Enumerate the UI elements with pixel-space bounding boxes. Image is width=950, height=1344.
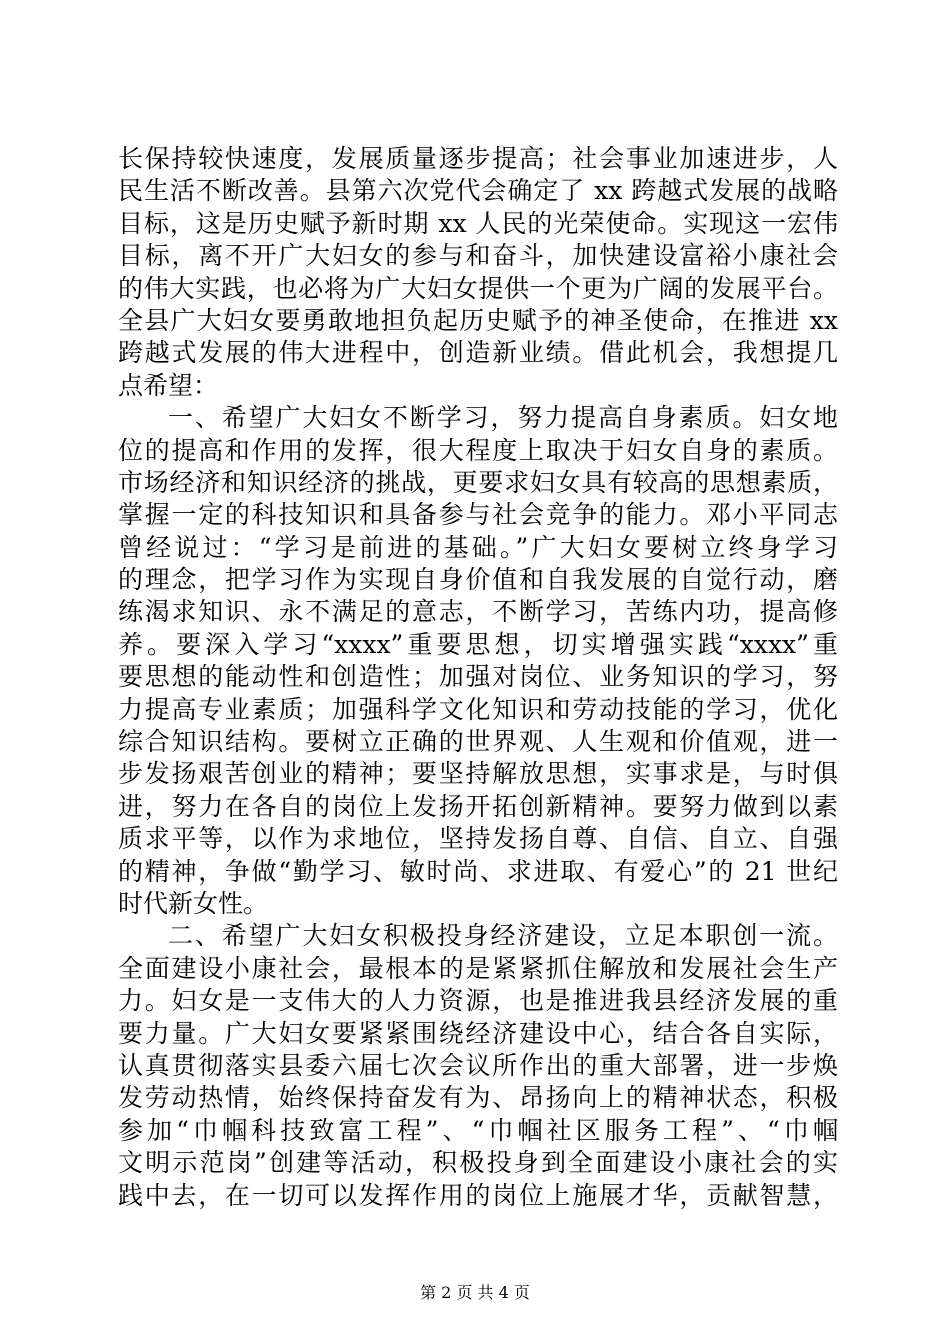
text-line: 掌握一定的科技知识和具备参与社会竞争的能力。邓小平同志 xyxy=(118,500,838,530)
text-line: 目标，离不开广大妇女的参与和奋斗，加快建设富裕小康社会 xyxy=(118,241,838,271)
text-line: 发劳动热情，始终保持奋发有为、昂扬向上的精神状态，积极 xyxy=(118,1083,838,1113)
paragraph-first-line: 二、希望广大妇女积极投身经济建设，立足本职创一流。 xyxy=(168,921,838,951)
text-line: 养。要深入学习“xxxx”重要思想，切实增强实践“xxxx”重 xyxy=(118,629,838,659)
text-line: 的理念，把学习作为实现自身价值和自我发展的自觉行动，磨 xyxy=(118,565,838,595)
text-line: 文明示范岗”创建等活动，积极投身到全面建设小康社会的实 xyxy=(118,1148,838,1178)
text-line: 市场经济和知识经济的挑战，更要求妇女具有较高的思想素质， xyxy=(118,467,838,497)
text-line: 参加“巾帼科技致富工程”、“巾帼社区服务工程”、“巾帼 xyxy=(118,1115,838,1145)
paragraph-first-line: 一、希望广大妇女不断学习，努力提高自身素质。妇女地 xyxy=(168,403,838,433)
text-line: 时代新女性。 xyxy=(118,888,269,918)
text-line: 的伟大实践，也必将为广大妇女提供一个更为广阔的发展平台。 xyxy=(118,273,838,303)
text-line: 练渴求知识、永不满足的意志，不断学习，苦练内功，提高修 xyxy=(118,597,838,627)
text-line: 力提高专业素质；加强科学文化知识和劳动技能的学习，优化 xyxy=(118,694,838,724)
text-line: 目标，这是历史赋予新时期 xx 人民的光荣使命。实现这一宏伟 xyxy=(118,208,838,238)
text-line: 综合知识结构。要树立正确的世界观、人生观和价值观，进一 xyxy=(118,727,838,757)
text-line: 长保持较快速度，发展质量逐步提高；社会事业加速进步，人 xyxy=(118,144,838,173)
text-line: 民生活不断改善。县第六次党代会确定了 xx 跨越式发展的战略 xyxy=(118,176,838,206)
document-body xyxy=(118,143,838,1212)
text-line: 步发扬艰苦创业的精神；要坚持解放思想，实事求是，与时俱 xyxy=(118,759,838,789)
text-line: 认真贯彻落实县委六届七次会议所作出的重大部署，进一步焕 xyxy=(118,1050,838,1080)
page-number-footer: 第 2 页 共 4 页 xyxy=(420,1283,530,1302)
text-line: 点希望： xyxy=(118,370,219,400)
text-line: 质求平等，以作为求地位，坚持发扬自尊、自信、自立、自强 xyxy=(118,824,838,854)
text-line: 位的提高和作用的发挥，很大程度上取决于妇女自身的素质。 xyxy=(118,435,838,465)
text-line: 曾经说过：“学习是前进的基础。”广大妇女要树立终身学习 xyxy=(118,532,838,562)
text-line: 全面建设小康社会，最根本的是紧紧抓住解放和发展社会生产 xyxy=(118,953,838,983)
text-line: 的精神，争做“勤学习、敏时尚、求进取、有爱心”的 21 世纪 xyxy=(118,856,838,886)
text-line: 力。妇女是一支伟大的人力资源，也是推进我县经济发展的重 xyxy=(118,986,838,1016)
text-line: 全县广大妇女要勇敢地担负起历史赋予的神圣使命，在推进 xx xyxy=(118,305,838,335)
text-line: 进，努力在各自的岗位上发扬开拓创新精神。要努力做到以素 xyxy=(118,791,838,821)
text-line: 践中去，在一切可以发挥作用的岗位上施展才华，贡献智慧， xyxy=(118,1180,838,1210)
text-line: 要思想的能动性和创造性；加强对岗位、业务知识的学习，努 xyxy=(118,662,838,692)
text-line: 跨越式发展的伟大进程中，创造新业绩。借此机会，我想提几 xyxy=(118,338,838,368)
text-line: 要力量。广大妇女要紧紧围绕经济建设中心，结合各自实际， xyxy=(118,1018,838,1048)
